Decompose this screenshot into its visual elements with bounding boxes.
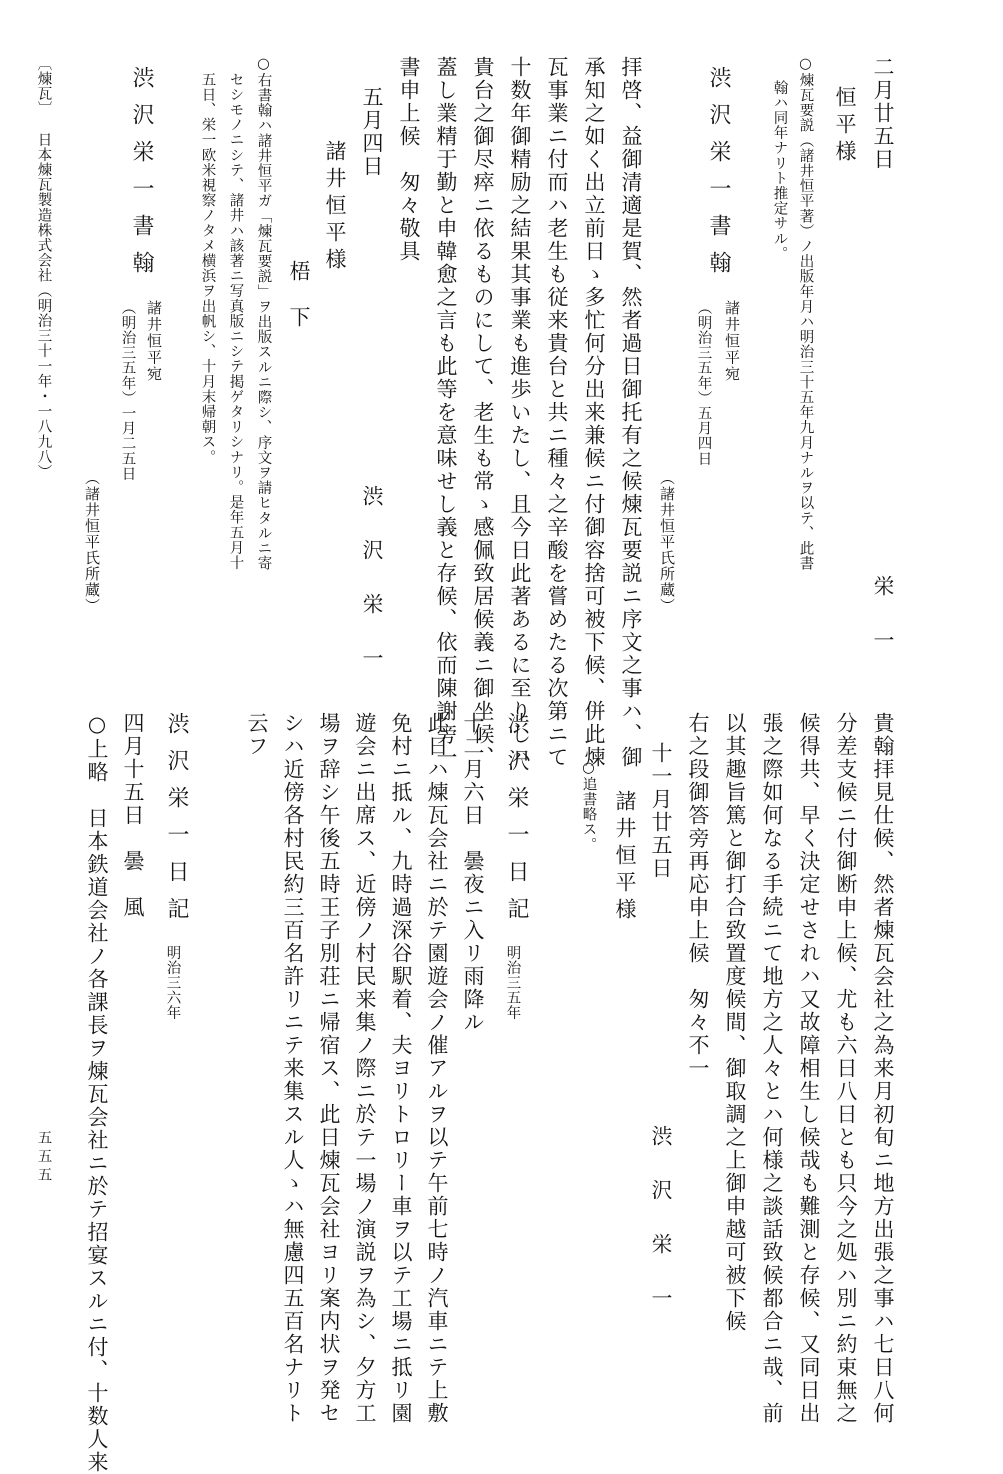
document-year: 明治三五年 xyxy=(504,945,521,1021)
letter-addressee: 恒平様 xyxy=(833,86,857,167)
letter-date: 五月四日 xyxy=(360,86,384,178)
note-line: セシモノニシテ、諸井ハ該著ニ写真版ニシテ掲ゲタリシナリ。是年五月十 xyxy=(227,72,244,571)
body-line: 貴翰拝見仕候、然者煉瓦会社之為来月初旬ニ地方出張之事ハ七日八何 xyxy=(871,712,895,1425)
body-line: 此日ハ煉瓦会社ニ於テ園遊会ノ催アルヲ以テ午前七時ノ汽車ニテ上敷 xyxy=(425,712,449,1425)
body-line: 拝啓、益御清適是賀、然者過日御托有之候煉瓦要説ニ序文之事ハ、御 xyxy=(619,56,643,769)
body-line: シハ近傍各村民約三百名許リニテ来集スル人ゝハ無慮四五百名ナリト xyxy=(281,712,305,1425)
document-recipient: 諸井恒平宛 xyxy=(723,300,741,383)
body-line: 云フ xyxy=(245,712,269,758)
note-line: ○追書略ス。 xyxy=(580,760,597,853)
letter-date: 十一月廿五日 xyxy=(649,742,673,880)
letter-signature: 栄 一 xyxy=(871,575,895,656)
document-heading: 渋沢栄一日記 xyxy=(164,712,189,934)
document-recipient: 諸井恒平宛 xyxy=(145,300,163,383)
document-date: （明治三五年）五月四日 xyxy=(695,300,712,467)
document-source: （諸井恒平氏所蔵） xyxy=(83,470,101,614)
running-header-section: 〔煉瓦〕 xyxy=(35,56,52,117)
note-line: ○煉瓦要説（諸井恒平著）ノ出版年月ハ明治三十五年九月ナルヲ以テ、此書 xyxy=(797,56,814,571)
document-heading: 渋沢栄一書翰 xyxy=(129,66,154,288)
letter-signature: 渋 沢 栄 一 xyxy=(360,485,384,674)
letter-addressee: 諸井恒平様 xyxy=(323,140,347,275)
body-line: 張之際如何なる手続ニて地方之人々とハ何様之談話致候都合ニ哉、前 xyxy=(760,712,784,1425)
body-line: 遊会ニ出席ス、近傍ノ村民来集ノ際ニ於テ一場ノ演説ヲ為シ、夕方工 xyxy=(353,712,377,1425)
body-line: 免村ニ抵ル、九時過深谷駅着、夫ヨリトロリー車ヲ以テ工場ニ抵リ園 xyxy=(389,712,413,1425)
note-line: 五日、栄一欧米視察ノタメ横浜ヲ出帆シ、十月末帰朝ス。 xyxy=(199,72,216,465)
letter-signature: 渋 沢 栄 一 xyxy=(649,1125,673,1314)
page-number: 五五五 xyxy=(35,1130,52,1186)
document-heading: 渋沢栄一書翰 xyxy=(706,66,731,288)
diary-date: 四月十五日 曇 風 xyxy=(121,712,145,919)
running-header-title: 日本煉瓦製造株式会社（明治三十一年・一八九八） xyxy=(35,132,52,480)
note-line: 翰ハ同年ナリト推定サル。 xyxy=(771,80,788,262)
body-line: 分差支候ニ付御断申上候、尤も六日八日とも只今之処ハ別ニ約束無之 xyxy=(834,712,858,1425)
document-heading: 渋沢栄一日記 xyxy=(504,712,529,934)
note-line: ○右書翰ハ諸井恒平ガ「煉瓦要説」ヲ出版スルニ際シ、序文ヲ請ヒタルニ寄 xyxy=(255,56,272,571)
body-line: ○上略 日本鉄道会社ノ各課長ヲ煉瓦会社ニ於テ招宴スルニ付、十数人来 xyxy=(85,712,109,1474)
document-source: （諸井恒平氏所蔵） xyxy=(658,470,676,614)
letter-addressee: 諸井恒平様 xyxy=(613,790,637,925)
body-line: 承知之如く出立前日ゝ多忙何分出来兼候ニ付御容捨可被下候、併此煉 xyxy=(582,56,606,769)
body-line: 貴台之御尽瘁ニ依るものにして、老生も常ゝ感佩致居候義ニ御坐候、 xyxy=(471,56,495,769)
letter-salutation: 梧 下 xyxy=(287,260,311,329)
letter-date: 二月廿五日 xyxy=(871,56,895,171)
body-line: 蓋し業精于勤と申韓愈之言も此等を意味せし義と存候、依而陳謝旁一 xyxy=(434,56,458,769)
diary-date: 十二月六日 曇夜ニ入リ雨降ル xyxy=(461,712,485,1034)
body-line: 右之段御答旁再応申上候 匆々不一 xyxy=(686,712,710,1080)
body-line: 十数年御精励之結果其事業も進歩いたし、且今日此著あるに至りしハ xyxy=(508,56,532,769)
body-line: 以其趣旨篤と御打合致置度候間、御取調之上御申越可被下候 xyxy=(723,712,747,1333)
body-line: 書申上候 匆々敬具 xyxy=(397,56,421,263)
body-line: 候得共、早く決定せされハ又故障相生し候哉も難測と存候、又同日出 xyxy=(797,712,821,1425)
body-line: 瓦事業ニ付而ハ老生も従来貴台と共ニ種々之辛酸を嘗めたる次第ニて xyxy=(545,56,569,769)
document-date: （明治三五年）一月二五日 xyxy=(119,300,136,482)
body-line: 場ヲ辞シ午後五時王子別荘ニ帰宿ス、此日煉瓦会社ヨリ案内状ヲ発セ xyxy=(317,712,341,1425)
document-year: 明治三六年 xyxy=(164,945,181,1021)
